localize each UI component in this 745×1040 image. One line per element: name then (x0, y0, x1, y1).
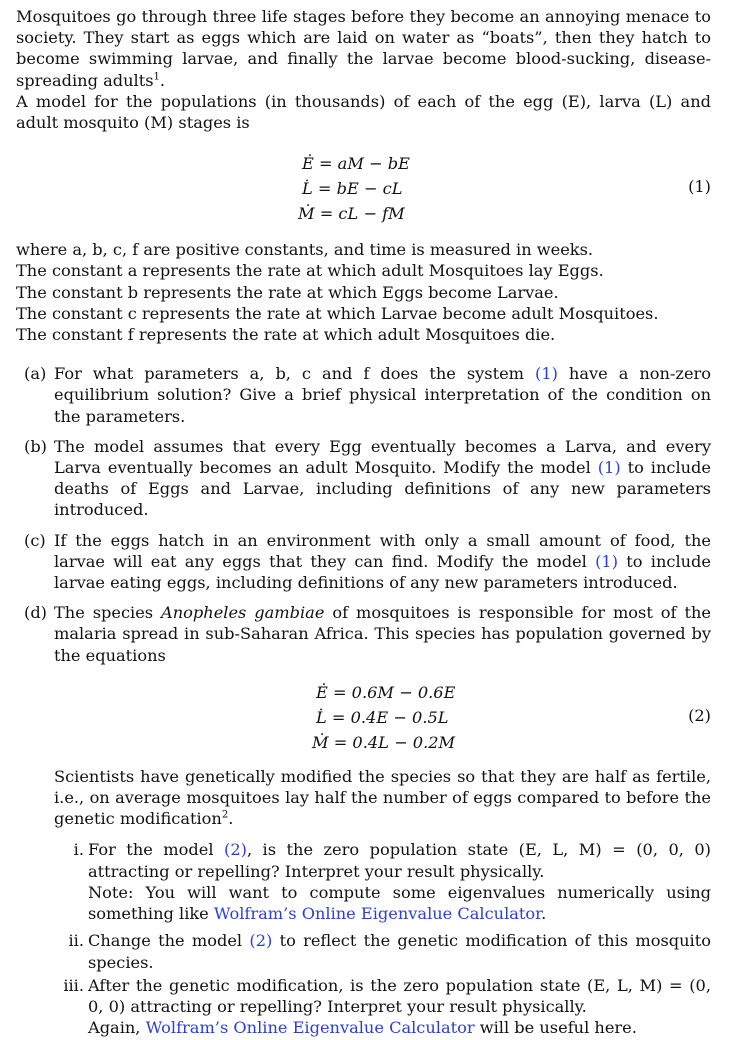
subquestion-ii-text: Change the model (88, 931, 250, 951)
subquestion-ii-label: ii. (68, 931, 84, 951)
equation-2-number: (2) (688, 705, 711, 725)
equation-ref-link[interactable]: (2) (224, 840, 247, 860)
modification-period: . (228, 809, 234, 829)
wolfram-eigenvalue-link[interactable]: Wolfram’s Online Eigenvalue Calculator (145, 1018, 475, 1038)
question-c-text: If the eggs hatch in an environment with only a small amount of food, the larvae will eat any eggs that they can find. Modify the model (54, 530, 711, 571)
subquestion-i (16, 839, 711, 924)
intro-section (16, 6, 711, 133)
equation-ref-link[interactable]: (1) (597, 458, 621, 478)
question-c-label: (c) (24, 530, 46, 550)
modification-paragraph (54, 766, 711, 830)
equation-2-line-2: L̇ = 0.4E − 0.5L (316, 707, 449, 727)
subquestion-ii (16, 930, 711, 972)
footnote-marker-2[interactable]: 2 (221, 809, 229, 821)
constants-line-2: The constant a represents the rate at which adult Mosquitoes lay Eggs. (16, 261, 604, 281)
subquestion-iii-text: After the genetic modification, is the zero population state (E, L, M) = (0, 0, 0) attracting or repelling? Interpret your result physically. (88, 975, 711, 1016)
equation-1-line-1: Ė = aM − bE (302, 154, 410, 174)
question-c-text-end: to include larvae eating eggs, including definitions of any new parameters introduced. (54, 551, 711, 593)
subquestion-i-note: Note: You will want to compute some eigenvalues numerically using something like (88, 882, 711, 924)
intro-text: Mosquitoes go through three life stages before they become an annoying menace to society. They start as eggs which are laid on water as “boats”, then they hatch to become swimming larvae, and finally the larvae become blood-sucking, disease-spreading adults (16, 7, 711, 90)
footnote-marker-1[interactable]: 1 (153, 71, 160, 83)
question-a (16, 363, 711, 427)
equation-system-1 (16, 147, 711, 227)
question-d (16, 602, 711, 829)
question-b-label: (b) (24, 436, 47, 456)
constants-line-4: The constant c represents the rate at which Larvae become adult Mosquitoes. (16, 303, 659, 323)
subquestion-iii-label: iii. (63, 975, 84, 995)
subquestion-i-text-end: , is the zero population state (E, L, M) = (0, 0, 0) attracting or repelling? Interpret your result physically. (88, 840, 711, 881)
question-d-text: The species (54, 603, 162, 623)
constants-line-3: The constant b represents the rate at which Eggs become Larvae. (16, 282, 559, 302)
subquestion-i-text: For the model (88, 840, 224, 860)
question-a-text-end: have a non-zero equilibrium solution? Give a brief physical interpretation of the condition on the parameters. (54, 364, 712, 426)
equation-ref-link[interactable]: (1) (595, 551, 619, 571)
subquestion-i-note-end: . (541, 904, 547, 924)
subquestion-iii (16, 975, 711, 1039)
intro-paragraph (16, 6, 711, 91)
equation-2-line-3: Ṁ = 0.4L − 0.2M (312, 732, 456, 752)
equation-system-2 (54, 676, 711, 756)
equation-ref-link[interactable]: (2) (249, 931, 273, 951)
document-page (16, 6, 711, 1040)
question-b-text: The model assumes that every Egg eventually becomes a Larva, and every Larva eventually becomes an adult Mosquito. Modify the model (54, 436, 711, 478)
subquestion-iii-again-end: will be useful here. (474, 1018, 637, 1038)
modification-text: Scientists have genetically modified the species so that they are half as fertile, i.e., on average mosquitoes lay half the number of eggs compared to before the genetic modification (54, 766, 711, 829)
constants-line-1: where a, b, c, f are positive constants, and time is measured in weeks. (16, 240, 594, 260)
equation-ref-link[interactable]: (1) (535, 364, 558, 384)
model-intro-paragraph: A model for the populations (in thousands) of each of the egg (E), larva (L) and adult mosquito (M) stages is (16, 91, 711, 133)
subquestion-iii-again: Again, (88, 1018, 146, 1038)
equation-1-line-2: L̇ = bE − cL (302, 179, 403, 199)
subquestion-i-label: i. (73, 840, 84, 860)
question-a-text: For what parameters a, b, c and f does the system (54, 364, 536, 384)
question-b (16, 436, 711, 521)
question-d-text-end: of mosquitoes is responsible for most of the malaria spread in sub-Saharan Africa. This species has population governed by the equations (54, 603, 711, 665)
intro-period: . (159, 70, 166, 90)
constants-line-5: The constant f represents the rate at which adult Mosquitoes die. (16, 325, 556, 345)
equation-2-line-1: Ė = 0.6M − 0.6E (316, 682, 456, 702)
species-name: Anopheles gambiae (161, 603, 325, 623)
equation-1-line-3: Ṁ = cL − fM (298, 204, 405, 224)
wolfram-eigenvalue-link[interactable]: Wolfram’s Online Eigenvalue Calculator (213, 904, 542, 924)
subquestion-ii-text-end: to reflect the genetic modification of this mosquito species. (88, 931, 711, 972)
question-b-text-end: to include deaths of Eggs and Larvae, including definitions of any new parameters introduced. (54, 458, 711, 520)
question-a-label: (a) (24, 364, 47, 384)
question-list (16, 363, 711, 1038)
question-c (16, 530, 711, 594)
constants-definitions (16, 239, 711, 345)
equation-1-number: (1) (688, 177, 711, 197)
question-d-label: (d) (24, 603, 47, 623)
